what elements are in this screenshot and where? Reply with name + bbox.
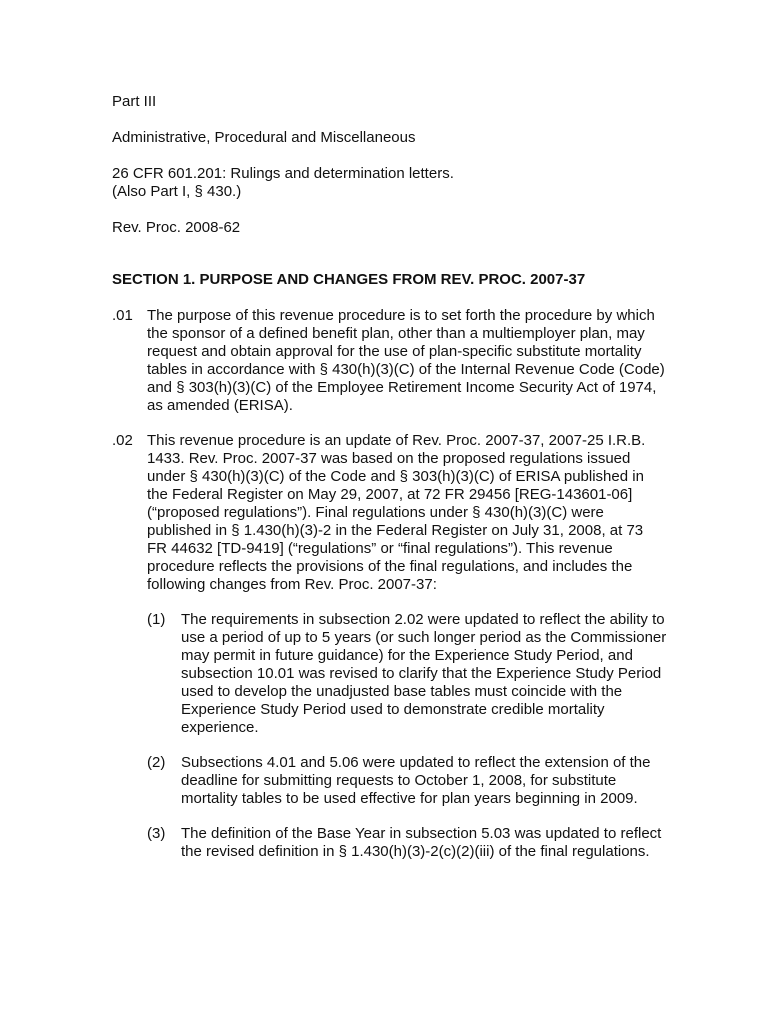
change-item-text: The requirements in subsection 2.02 were updated to reflect the ability to use a period of up to 5 years (or such longer period as the Commissioner may permit in future guidance) for the Experience Study Period, and subsection 10.01 was revised to clarify that the Experience Study Period used to develop the unadjusted base tables must coincide with the Experience Study Period used to demonstrate credible mortality experience.: [181, 611, 667, 736]
section-heading: SECTION 1. PURPOSE AND CHANGES FROM REV. PROC. 2007-37: [112, 271, 586, 288]
change-item-1: [147, 611, 667, 737]
rev-proc-number: Rev. Proc. 2008-62: [112, 219, 241, 236]
change-item-number: (1): [147, 611, 166, 628]
change-item-text: The definition of the Base Year in subsection 5.03 was updated to reflect the revised definition in § 1.430(h)(3)-2(c)(2)(iii) of the final regulations.: [181, 825, 662, 860]
change-item-3: [147, 825, 667, 861]
category-label: Administrative, Procedural and Miscellaneous: [112, 129, 416, 146]
also-reference: (Also Part I, § 430.): [112, 183, 242, 200]
cfr-reference: 26 CFR 601.201: Rulings and determination letters.: [112, 165, 454, 182]
paragraph-01: [112, 307, 672, 415]
paragraph-text: This revenue procedure is an update of Rev. Proc. 2007-37, 2007-25 I.R.B. 1433. Rev. Proc. 2007-37 was based on the proposed regulations issued under § 430(h)(3)(C) of the Code and § 303(h)(3)(C) of ERISA published in the Federal Register on May 29, 2007, at 72 FR 29456 [REG-143601-06] (“proposed regulations”). Final regulations under § 430(h)(3)(C) were published in § 1.430(h)(3)-2 in the Federal Register on July 31, 2008, at 73 FR 44632 [TD-9419] (“regulations” or “final regulations”). This revenue procedure reflects the provisions of the final regulations, and includes the following changes from Rev. Proc. 2007-37:: [147, 432, 646, 593]
paragraph-number: .02: [112, 432, 133, 449]
paragraph-text: The purpose of this revenue procedure is to set forth the procedure by which the sponsor of a defined benefit plan, other than a multiemployer plan, may request and obtain approval for the use of plan-specific substitute mortality tables in accordance with § 430(h)(3)(C) of the Internal Revenue Code (Code) and § 303(h)(3)(C) of the Employee Retirement Income Security Act of 1974, as amended (ERISA).: [147, 307, 665, 414]
paragraph-02: [112, 432, 672, 594]
change-item-text: Subsections 4.01 and 5.06 were updated to reflect the extension of the deadline for submitting requests to October 1, 2008, for substitute mortality tables to be used effective for plan years beginning in 2009.: [181, 754, 651, 807]
part-label: Part III: [112, 93, 157, 110]
paragraph-number: .01: [112, 307, 133, 324]
change-item-number: (2): [147, 754, 166, 771]
change-item-number: (3): [147, 825, 166, 842]
change-item-2: [147, 754, 667, 808]
